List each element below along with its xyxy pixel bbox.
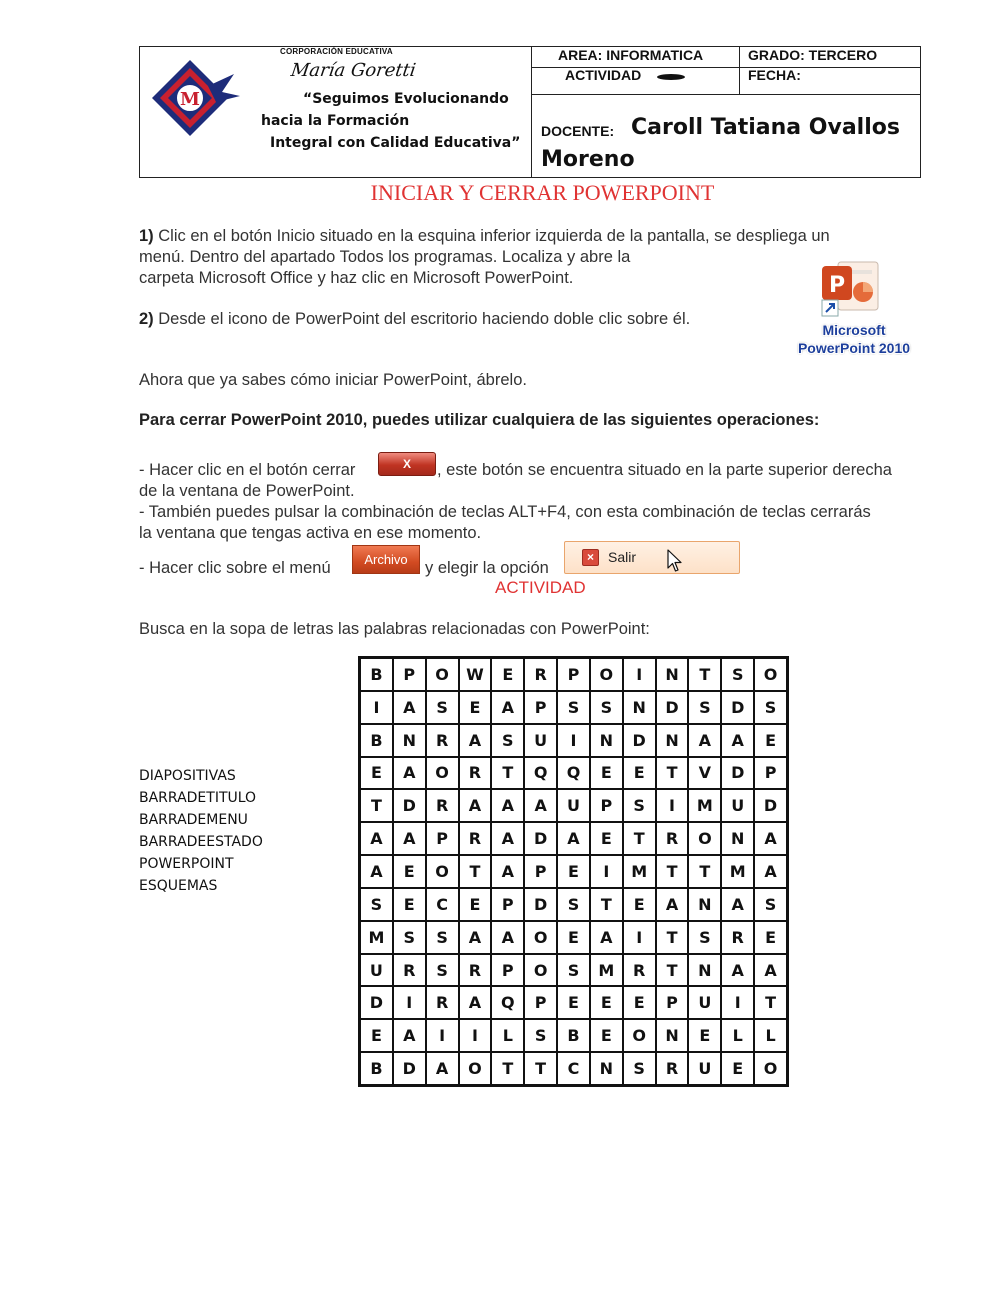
grid-cell[interactable]: E — [557, 921, 590, 954]
powerpoint-icon-caption: Microsoft — [822, 322, 886, 338]
archivo-menu-button[interactable]: Archivo — [352, 545, 420, 574]
grid-cell[interactable]: A — [426, 1052, 459, 1085]
word-list-item: DIAPOSITIVAS — [139, 768, 236, 784]
step1-line — [139, 226, 830, 247]
header-divider — [531, 94, 921, 95]
svg-text:P: P — [828, 273, 846, 298]
grid-cell[interactable]: W — [459, 658, 492, 691]
grid-cell[interactable]: S — [623, 1052, 656, 1085]
close-op3-before: - Hacer clic sobre el menú — [139, 559, 331, 577]
grid-cell[interactable]: D — [393, 789, 426, 822]
powerpoint-icon-caption: PowerPoint 2010 — [797, 340, 911, 356]
grid-cell[interactable]: E — [360, 1019, 393, 1052]
grid-cell[interactable]: C — [557, 1052, 590, 1085]
grid-cell[interactable]: E — [623, 986, 656, 1019]
grid-cell[interactable]: O — [426, 757, 459, 790]
grid-cell[interactable]: S — [426, 691, 459, 724]
grid-cell[interactable]: U — [360, 954, 393, 987]
grid-cell[interactable]: E — [590, 757, 623, 790]
grid-cell[interactable]: R — [426, 724, 459, 757]
grid-cell[interactable]: A — [754, 822, 787, 855]
grid-cell[interactable]: I — [459, 1019, 492, 1052]
grid-cell[interactable]: E — [393, 888, 426, 921]
grid-cell[interactable]: E — [754, 921, 787, 954]
grid-cell[interactable]: A — [491, 855, 524, 888]
grid-cell[interactable]: S — [491, 724, 524, 757]
grid-cell[interactable]: R — [623, 954, 656, 987]
grid-cell[interactable]: E — [688, 1019, 721, 1052]
grid-cell[interactable]: N — [721, 822, 754, 855]
grid-cell[interactable]: E — [623, 757, 656, 790]
grid-cell[interactable]: T — [688, 658, 721, 691]
grid-cell[interactable]: S — [754, 691, 787, 724]
word-list-item: BARRADEESTADO — [139, 834, 263, 850]
grid-cell[interactable]: A — [459, 986, 492, 1019]
grid-cell[interactable]: T — [656, 855, 689, 888]
grid-cell[interactable]: A — [557, 822, 590, 855]
grid-cell[interactable]: T — [590, 888, 623, 921]
grid-cell[interactable]: N — [590, 724, 623, 757]
grid-cell[interactable]: N — [688, 888, 721, 921]
step2-number: 2) — [139, 310, 154, 328]
grid-cell[interactable]: P — [393, 658, 426, 691]
step1-line: carpeta Microsoft Office y haz clic en Microsoft PowerPoint. — [139, 269, 574, 287]
grid-cell[interactable]: L — [491, 1019, 524, 1052]
grid-cell[interactable]: O — [524, 954, 557, 987]
grid-cell[interactable]: R — [656, 1052, 689, 1085]
grid-cell[interactable]: A — [393, 822, 426, 855]
grid-cell[interactable]: A — [491, 822, 524, 855]
grid-cell[interactable]: I — [393, 986, 426, 1019]
activity-instructions: Busca en la sopa de letras las palabras relacionadas con PowerPoint: — [139, 620, 650, 638]
grid-cell[interactable]: E — [590, 822, 623, 855]
grid-cell[interactable]: R — [459, 757, 492, 790]
grid-cell[interactable]: A — [721, 888, 754, 921]
motto-line: hacia la Formación — [261, 113, 410, 129]
grid-cell[interactable]: O — [426, 658, 459, 691]
step1-number: 1) — [139, 227, 154, 245]
grid-cell[interactable]: E — [491, 658, 524, 691]
grid-cell[interactable]: I — [623, 921, 656, 954]
grid-cell[interactable]: E — [393, 855, 426, 888]
word-list-item: BARRADEMENU — [139, 812, 248, 828]
grid-cell[interactable]: S — [426, 954, 459, 987]
step1-text: Clic en el botón Inicio situado en la esquina inferior izquierda de la pantalla, se despliega un — [158, 227, 830, 245]
grid-cell[interactable]: U — [557, 789, 590, 822]
grid-cell[interactable]: E — [721, 1052, 754, 1085]
grid-cell[interactable]: A — [360, 855, 393, 888]
grid-cell[interactable]: U — [688, 986, 721, 1019]
grid-cell[interactable]: E — [623, 888, 656, 921]
grid-cell[interactable]: O — [459, 1052, 492, 1085]
grid-cell[interactable]: M — [360, 921, 393, 954]
grid-cell[interactable]: A — [754, 855, 787, 888]
grid-cell[interactable]: S — [590, 691, 623, 724]
grid-cell[interactable]: R — [524, 658, 557, 691]
grid-cell[interactable]: B — [360, 658, 393, 691]
grid-cell[interactable]: P — [524, 986, 557, 1019]
grid-cell[interactable]: D — [360, 986, 393, 1019]
grid-cell[interactable]: I — [426, 1019, 459, 1052]
grid-cell[interactable]: I — [721, 986, 754, 1019]
step2-line — [139, 309, 690, 330]
grid-cell[interactable]: R — [426, 789, 459, 822]
grid-cell[interactable]: S — [360, 888, 393, 921]
grid-cell[interactable]: D — [524, 888, 557, 921]
grid-cell[interactable]: A — [721, 724, 754, 757]
activity-title: ACTIVIDAD — [495, 578, 586, 597]
svg-text:M: M — [180, 89, 200, 110]
grid-cell[interactable]: O — [754, 658, 787, 691]
grid-cell[interactable]: A — [459, 724, 492, 757]
grid-cell[interactable]: N — [656, 658, 689, 691]
grid-cell[interactable]: D — [721, 757, 754, 790]
grid-cell[interactable]: A — [491, 789, 524, 822]
area-label: AREA: INFORMATICA — [558, 47, 704, 63]
actividad-label: ACTIVIDAD — [565, 67, 642, 83]
grid-cell[interactable]: P — [557, 658, 590, 691]
grid-cell[interactable]: L — [754, 1019, 787, 1052]
grid-cell[interactable]: M — [623, 855, 656, 888]
grid-cell[interactable]: U — [721, 789, 754, 822]
motto-line: Integral con Calidad Educativa” — [270, 135, 521, 151]
grid-cell[interactable]: B — [557, 1019, 590, 1052]
grid-cell[interactable]: S — [524, 1019, 557, 1052]
grid-cell[interactable]: N — [393, 724, 426, 757]
grid-cell[interactable]: A — [393, 757, 426, 790]
grid-cell[interactable]: E — [459, 691, 492, 724]
grid-cell[interactable]: N — [590, 1052, 623, 1085]
grid-cell[interactable]: O — [688, 822, 721, 855]
grid-cell[interactable]: O — [524, 921, 557, 954]
grid-cell[interactable]: Q — [524, 757, 557, 790]
step1-line: menú. Dentro del apartado Todos los programas. Localiza y abre la — [139, 248, 631, 266]
mouse-cursor-icon — [667, 549, 683, 573]
docente-name: Moreno — [541, 147, 635, 172]
grid-cell[interactable]: P — [524, 855, 557, 888]
grid-cell[interactable]: O — [754, 1052, 787, 1085]
grid-cell[interactable]: A — [524, 789, 557, 822]
close-op1-line2: de la ventana de PowerPoint. — [139, 482, 355, 500]
grid-cell[interactable]: E — [754, 724, 787, 757]
grid-cell[interactable]: E — [459, 888, 492, 921]
word-list-item: POWERPOINT — [139, 856, 234, 872]
grid-cell[interactable]: T — [524, 1052, 557, 1085]
grid-cell[interactable]: C — [426, 888, 459, 921]
grid-cell[interactable]: T — [656, 954, 689, 987]
grid-cell[interactable]: I — [360, 691, 393, 724]
grid-cell[interactable]: D — [754, 789, 787, 822]
school-name: María Goretti — [289, 60, 418, 81]
close-op2-line1: - También puedes pulsar la combinación de teclas ALT+F4, con esta combinación de teclas cerrarás — [139, 503, 871, 521]
grid-cell[interactable]: A — [360, 822, 393, 855]
grid-cell[interactable]: A — [754, 954, 787, 987]
grid-cell[interactable]: P — [491, 888, 524, 921]
grid-cell[interactable]: R — [393, 954, 426, 987]
grid-cell[interactable]: U — [524, 724, 557, 757]
grid-cell[interactable]: O — [426, 855, 459, 888]
grid-cell[interactable]: I — [656, 789, 689, 822]
word-list-item: ESQUEMAS — [139, 878, 218, 894]
grid-cell[interactable]: T — [688, 855, 721, 888]
grid-cell[interactable]: P — [491, 954, 524, 987]
grid-cell[interactable]: O — [590, 658, 623, 691]
grid-cell[interactable]: A — [393, 691, 426, 724]
header-divider — [739, 46, 740, 94]
grid-cell[interactable]: S — [557, 954, 590, 987]
grid-cell[interactable]: R — [459, 822, 492, 855]
grid-cell[interactable]: T — [360, 789, 393, 822]
grid-cell[interactable]: A — [590, 921, 623, 954]
grid-cell[interactable]: D — [524, 822, 557, 855]
grid-cell[interactable]: T — [656, 921, 689, 954]
grid-cell[interactable]: N — [688, 954, 721, 987]
docente-label: DOCENTE: — [541, 123, 615, 139]
grid-cell[interactable]: D — [656, 691, 689, 724]
school-logo-icon — [150, 56, 242, 140]
powerpoint-icon[interactable] — [820, 256, 882, 318]
grid-cell[interactable]: T — [491, 1052, 524, 1085]
grid-cell[interactable]: S — [623, 789, 656, 822]
grid-cell[interactable]: S — [426, 921, 459, 954]
grid-cell[interactable]: E — [557, 986, 590, 1019]
grid-cell[interactable]: D — [721, 691, 754, 724]
grid-cell[interactable]: P — [754, 757, 787, 790]
salir-label: Salir — [608, 549, 637, 565]
grid-cell[interactable]: S — [557, 888, 590, 921]
grid-cell[interactable]: A — [721, 954, 754, 987]
grid-cell[interactable]: A — [491, 921, 524, 954]
word-list-item: BARRADETITULO — [139, 790, 257, 806]
grid-cell[interactable]: T — [754, 986, 787, 1019]
header-table — [139, 46, 921, 178]
close-op1-after: , este botón se encuentra situado en la parte superior derecha — [437, 461, 892, 479]
grid-cell[interactable]: E — [590, 986, 623, 1019]
grid-cell[interactable]: B — [360, 724, 393, 757]
motto-line: “Seguimos Evolucionando — [303, 91, 509, 107]
grid-cell[interactable]: P — [590, 789, 623, 822]
grid-cell[interactable]: Q — [491, 986, 524, 1019]
grid-cell[interactable]: V — [688, 757, 721, 790]
grid-cell[interactable]: M — [688, 789, 721, 822]
grid-cell[interactable]: S — [688, 691, 721, 724]
grid-cell[interactable]: P — [426, 822, 459, 855]
grid-cell[interactable]: S — [393, 921, 426, 954]
grid-cell[interactable]: T — [656, 757, 689, 790]
grid-cell[interactable]: R — [721, 921, 754, 954]
grid-cell[interactable]: Q — [557, 757, 590, 790]
grid-cell[interactable]: L — [721, 1019, 754, 1052]
grid-cell[interactable]: A — [656, 888, 689, 921]
grid-cell[interactable]: D — [393, 1052, 426, 1085]
grid-cell[interactable]: I — [623, 658, 656, 691]
grid-cell[interactable]: E — [360, 757, 393, 790]
fecha-label: FECHA: — [748, 67, 801, 83]
open-instruction: Ahora que ya sabes cómo iniciar PowerPoint, ábrelo. — [139, 371, 527, 389]
header-divider — [531, 46, 532, 178]
grid-cell[interactable]: M — [590, 954, 623, 987]
grid-cell[interactable]: S — [754, 888, 787, 921]
close-op3-middle: y elegir la opción — [425, 559, 549, 577]
grid-cell[interactable]: U — [688, 1052, 721, 1085]
page-title: INICIAR Y CERRAR POWERPOINT — [370, 180, 715, 205]
close-heading: Para cerrar PowerPoint 2010, puedes utilizar cualquiera de las siguientes operaciones: — [139, 411, 820, 429]
grid-cell[interactable]: A — [688, 724, 721, 757]
close-op1-before: - Hacer clic en el botón cerrar — [139, 461, 356, 479]
step2-text: Desde el icono de PowerPoint del escritorio haciendo doble clic sobre él. — [158, 310, 691, 328]
grid-cell[interactable]: N — [656, 1019, 689, 1052]
corporacion-label: CORPORACIÓN EDUCATIVA — [280, 47, 393, 56]
grid-cell[interactable]: S — [557, 691, 590, 724]
close-window-button[interactable]: X — [378, 452, 436, 476]
grid-cell[interactable]: O — [623, 1019, 656, 1052]
grid-cell[interactable]: R — [459, 954, 492, 987]
grid-cell[interactable]: S — [688, 921, 721, 954]
grid-cell[interactable]: A — [459, 789, 492, 822]
grid-cell[interactable]: T — [491, 757, 524, 790]
grid-cell[interactable]: T — [459, 855, 492, 888]
actividad-blank — [657, 74, 685, 80]
grid-cell[interactable]: R — [656, 822, 689, 855]
grid-cell[interactable]: T — [623, 822, 656, 855]
docente-name: Caroll Tatiana Ovallos — [631, 115, 900, 140]
close-op2-line2: la ventana que tengas activa en ese momento. — [139, 524, 482, 542]
grid-cell[interactable]: B — [360, 1052, 393, 1085]
grid-cell[interactable]: N — [623, 691, 656, 724]
grid-cell[interactable]: N — [656, 724, 689, 757]
grid-cell[interactable]: R — [426, 986, 459, 1019]
grid-cell[interactable]: A — [459, 921, 492, 954]
grado-label: GRADO: TERCERO — [748, 47, 878, 63]
grid-cell[interactable]: E — [590, 1019, 623, 1052]
grid-cell[interactable]: P — [524, 691, 557, 724]
grid-cell[interactable]: I — [590, 855, 623, 888]
grid-cell[interactable]: A — [491, 691, 524, 724]
word-search-grid — [358, 656, 789, 1087]
grid-cell[interactable]: A — [393, 1019, 426, 1052]
grid-cell[interactable]: M — [721, 855, 754, 888]
grid-cell[interactable]: D — [623, 724, 656, 757]
grid-cell[interactable]: E — [557, 855, 590, 888]
grid-cell[interactable]: P — [656, 986, 689, 1019]
grid-cell[interactable]: I — [557, 724, 590, 757]
grid-cell[interactable]: S — [721, 658, 754, 691]
exit-icon: × — [582, 549, 599, 566]
